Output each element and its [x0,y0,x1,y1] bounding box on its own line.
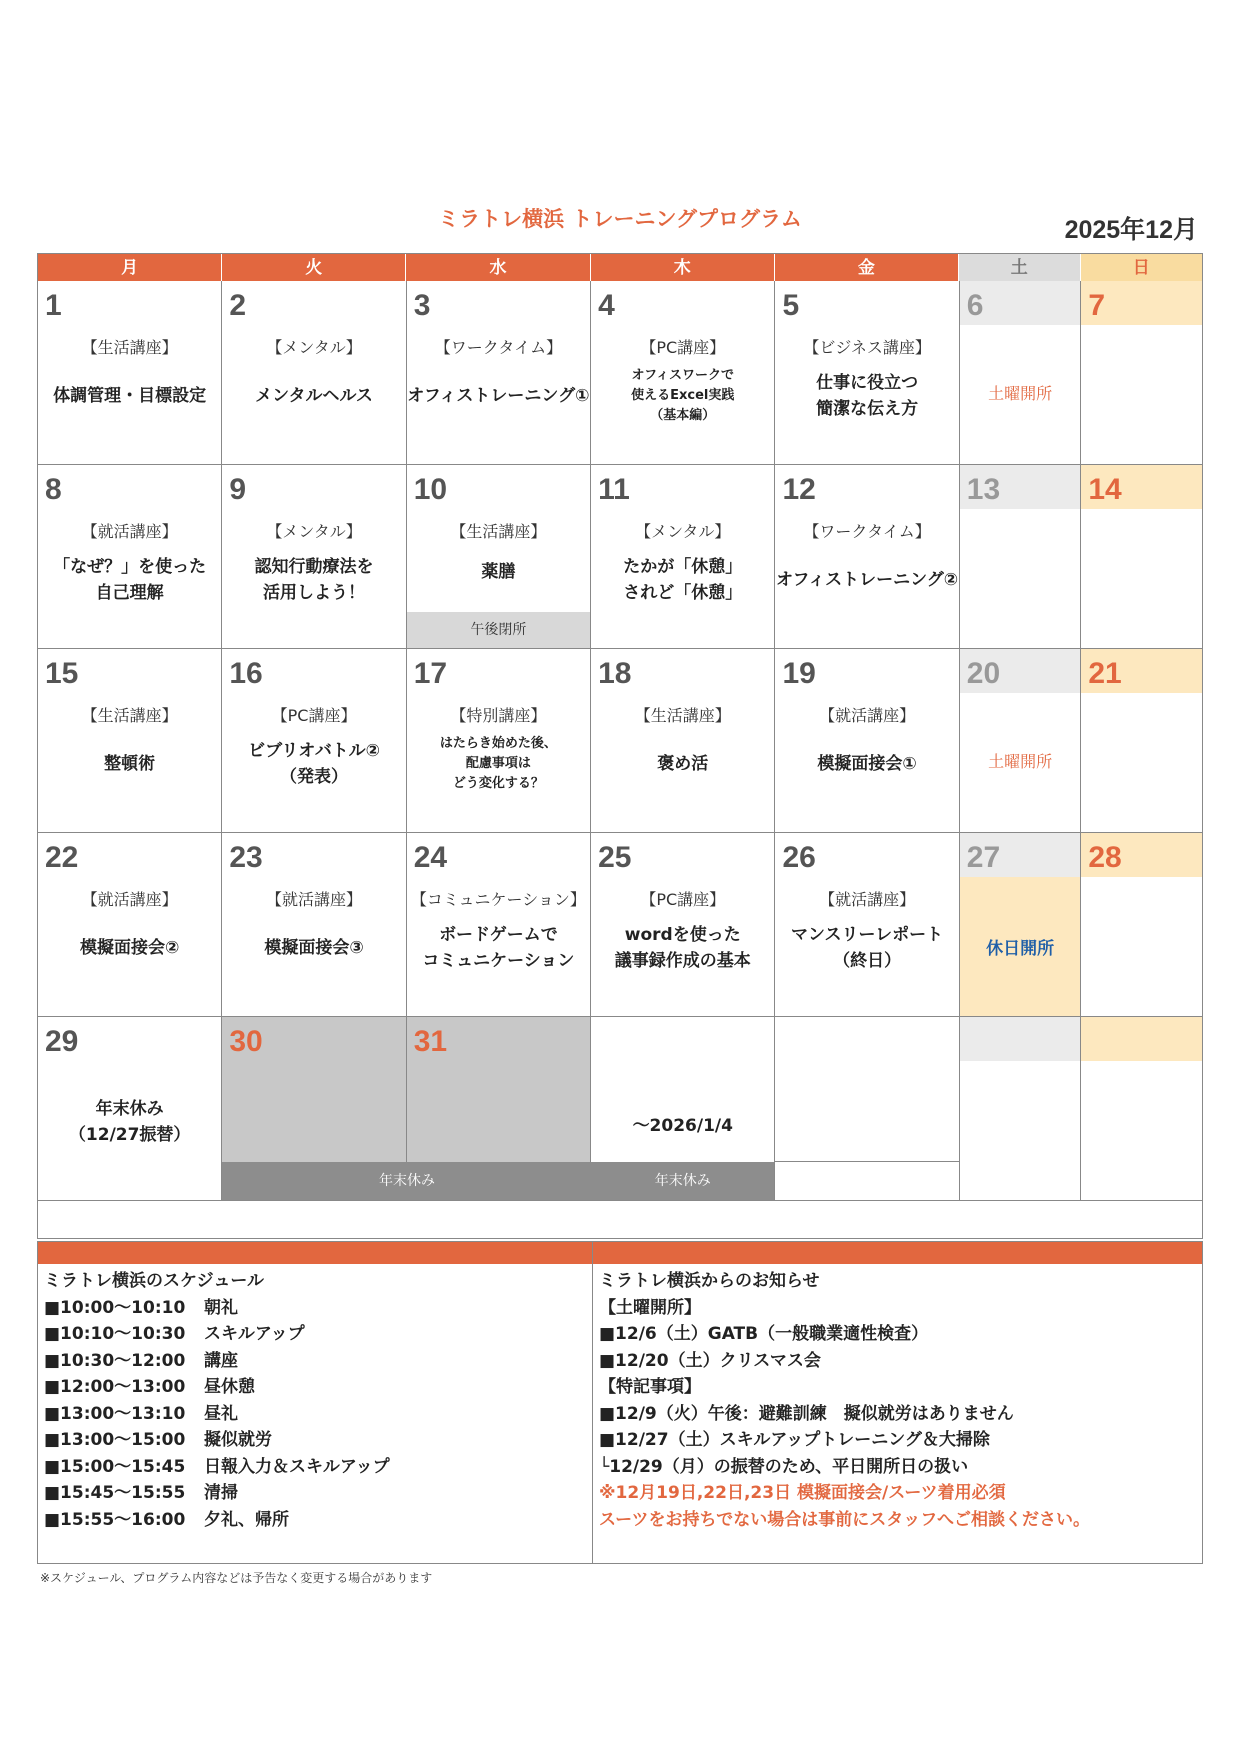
info-section [37,1241,1203,1564]
weekday-fri: 金 [775,254,959,281]
day-content: ボードゲームで コミュニケーション [422,925,575,971]
day-category: 【生活講座】 [81,338,178,357]
day-number: 22 [45,841,79,874]
day-cell [960,465,1082,649]
schedule-item [44,1295,586,1322]
holiday-bar: 年末休み [591,1162,774,1200]
day-content: 褒め活 [657,754,709,774]
day-cell [1081,833,1203,1017]
day-content: マンスリーレポート （終日） [791,925,944,971]
notice-line: ■12/20（土）クリスマス会 [599,1350,821,1371]
day-cell [591,649,775,833]
day-number: 3 [413,289,431,322]
holiday-bar: 年末休み [222,1162,591,1200]
day-category: 【コミュニケーション】 [410,890,586,909]
notice-line: └12/29（月）の振替のため、平日開所日の扱い [599,1456,969,1477]
day-number: 1 [45,289,62,322]
schedule-label: スキルアップ [204,1324,305,1344]
day-number: 23 [229,841,263,874]
day-cell [222,833,406,1017]
day-number: 20 [966,657,1001,690]
day-number: 27 [966,841,1001,874]
day-number: 6 [966,289,984,322]
month-label: 2025年12月 [1064,216,1198,244]
day-cell [222,281,406,465]
schedule-time: ■12:00～13:00 [44,1377,186,1397]
schedule-time: ■10:10～10:30 [44,1324,186,1344]
day-number: 29 [45,1025,79,1058]
schedule-time: ■15:45～15:55 [44,1483,186,1503]
weekday-mon: 月 [38,254,222,281]
weekday-tue: 火 [222,254,406,281]
calendar-week-5 [37,1017,1203,1201]
day-category: 【ワークタイム】 [434,338,563,357]
schedule-item [44,1427,586,1454]
day-number: 28 [1088,841,1122,874]
day-cell [591,465,775,649]
day-number: 14 [1088,473,1122,506]
weekday-thu: 木 [591,254,775,281]
notice-list [599,1295,1196,1534]
schedule-label: 昼礼 [204,1403,238,1424]
schedule-time: ■10:00～10:10 [44,1297,186,1318]
calendar [37,253,1203,1239]
day-footer-note: 午後閉所 [407,612,590,648]
day-content: 模擬面接会③ [264,938,364,958]
day-cell [38,649,222,833]
day-number: 26 [782,841,816,874]
day-category: 【就活講座】 [819,890,916,909]
day-cell [1081,649,1203,833]
day-cell [591,1017,775,1201]
disclaimer: ※スケジュール、プログラム内容などは予告なく変更する場合があります [40,1571,433,1585]
day-category: 【PC講座】 [271,706,357,725]
schedule-item [44,1507,586,1534]
schedule-item [44,1454,586,1481]
day-number: 2 [229,289,247,322]
day-content: 模擬面接会② [79,938,180,958]
page-title: ミラトレ横浜 トレーニングプログラム [438,207,802,231]
day-cell [775,1017,959,1201]
calendar-week-2 [37,465,1203,649]
day-category: 【メンタル】 [635,522,731,541]
calendar-week-4 [37,833,1203,1017]
schedule-time: ■15:00～15:45 [44,1456,186,1477]
notice-line: ■12/6（土）GATB（一般職業適性検査） [599,1324,929,1344]
day-cell [1081,465,1203,649]
day-number: 31 [413,1025,448,1058]
day-content: 年末休み （12/27振替） [68,1099,191,1145]
saturday-open-note: 土曜開所 [988,384,1053,403]
schedule-item [44,1480,586,1507]
day-category: 【ワークタイム】 [803,522,931,541]
schedule-item [44,1374,586,1401]
day-cell [775,281,959,465]
day-content: 「なぜ？」を使った 自己理解 [53,557,207,603]
day-content: 体調管理・目標設定 [53,386,207,406]
day-number: 18 [598,657,632,690]
day-cell [775,833,959,1017]
day-cell [591,833,775,1017]
calendar-weeks [37,281,1203,1017]
day-number: 9 [229,473,247,506]
day-cell [775,465,959,649]
day-category: 【生活講座】 [81,706,178,725]
day-cell [407,649,591,833]
schedule-label: 擬似就労 [204,1430,272,1450]
schedule-panel [38,1242,593,1563]
day-number: 24 [413,841,448,874]
schedule-time: ■13:00～13:10 [44,1403,186,1424]
notice-line: ■12/9（火）午後：避難訓練 擬似就労はありません [599,1403,1014,1424]
schedule-label: 夕礼、帰所 [204,1509,289,1530]
day-number: 17 [413,657,448,690]
day-cell [1081,1017,1203,1201]
schedule-label: 朝礼 [204,1297,238,1318]
day-number: 30 [229,1025,263,1058]
day-number: 8 [45,473,62,506]
day-category: 【就活講座】 [819,706,916,725]
day-content: wordを使った 議事録作成の基本 [614,925,751,971]
schedule-label: 清掃 [204,1483,238,1503]
weekday-wed: 水 [406,254,590,281]
day-cell [38,1017,222,1201]
day-content: 薬膳 [481,562,516,582]
day-category: 【就活講座】 [81,890,178,909]
day-cell [407,833,591,1017]
day-content: ～2026/1/4 [632,1116,733,1136]
day-content: たかが「休憩」 されど「休憩」 [623,557,743,603]
day-category: 【生活講座】 [634,706,731,725]
day-content: メンタルヘルス [255,386,373,406]
day-category: 【PC講座】 [640,338,726,357]
day-cell [775,649,959,833]
day-number: 21 [1088,657,1122,690]
day-cell [38,465,222,649]
day-cell [38,833,222,1017]
day-number: 10 [413,473,448,506]
schedule-time: ■10:30～12:00 [44,1350,186,1371]
day-category: 【就活講座】 [266,890,363,909]
notice-heading: ミラトレ横浜からのお知らせ [599,1271,820,1291]
calendar-week-3 [37,649,1203,833]
day-number: 11 [598,473,630,506]
day-content: 模擬面接会① [817,754,917,774]
day-cell [960,833,1082,1017]
day-number: 12 [782,473,816,506]
day-number: 25 [598,841,632,874]
day-cell [1081,281,1203,465]
day-content: オフィスワークで 使えるExcel実践 （基本編） [631,368,735,423]
day-number: 4 [598,289,615,322]
day-cell [222,465,406,649]
day-category: 【メンタル】 [266,338,362,357]
day-cell [591,281,775,465]
day-category: 【ビジネス講座】 [803,338,931,357]
schedule-label: 講座 [204,1350,238,1371]
day-cell [222,649,406,833]
schedule-time: ■13:00～15:00 [44,1430,186,1450]
holiday-open-note: 休日開所 [960,877,1081,1016]
day-content: 整頓術 [104,754,156,774]
schedule-label: 昼休憩 [204,1377,255,1397]
schedule-item [44,1321,586,1348]
day-cell [407,465,591,649]
day-content: オフィストレーニング② [776,570,959,590]
notice-warning-line: ※12月19日,22日,23日 模擬面接会/スーツ着用必須 [599,1483,1006,1503]
day-category: 【メンタル】 [266,522,362,541]
day-cell [960,281,1082,465]
weekday-header [37,253,1203,281]
schedule-item [44,1401,586,1428]
day-content: 認知行動療法を 活用しよう！ [254,557,374,603]
schedule-heading: ミラトレ横浜のスケジュール [44,1271,264,1291]
day-number: 13 [966,473,1001,506]
saturday-open-note: 土曜開所 [988,752,1053,771]
schedule-item [44,1348,586,1375]
schedule-list [44,1295,586,1534]
day-category: 【PC講座】 [640,890,726,909]
calendar-week-1 [37,281,1203,465]
day-content: オフィストレーニング① [407,386,590,406]
notice-panel [593,1242,1202,1563]
schedule-label: 日報入力＆スキルアップ [204,1456,390,1477]
day-number: 16 [229,657,263,690]
notice-warning-line: スーツをお持ちでない場合は事前にスタッフへご相談ください。 [599,1509,1090,1530]
notice-line: 【特記事項】 [599,1377,701,1397]
day-cell [407,281,591,465]
day-cell [960,1017,1082,1201]
day-content: 仕事に役立つ 簡潔な伝え方 [816,373,919,419]
day-number: 19 [782,657,816,690]
weekday-sun: 日 [1081,254,1202,281]
day-cell [960,649,1082,833]
day-number: 5 [782,289,800,322]
notice-line: 【土曜開所】 [599,1297,701,1318]
day-category: 【就活講座】 [81,522,178,541]
day-category: 【生活講座】 [450,522,547,541]
notice-line: ■12/27（土）スキルアップトレーニング＆大掃除 [599,1430,990,1450]
day-cell [38,281,222,465]
day-content: ビブリオバトル② （発表） [248,741,380,787]
day-number: 7 [1088,289,1106,322]
day-category: 【特別講座】 [450,706,547,725]
day-content: はたらき始めた後、 配慮事項は どう変化する？ [439,736,557,791]
day-number: 15 [45,657,79,690]
schedule-time: ■15:55～16:00 [44,1509,186,1530]
weekday-sat: 土 [959,254,1080,281]
spacer-row [37,1201,1203,1239]
